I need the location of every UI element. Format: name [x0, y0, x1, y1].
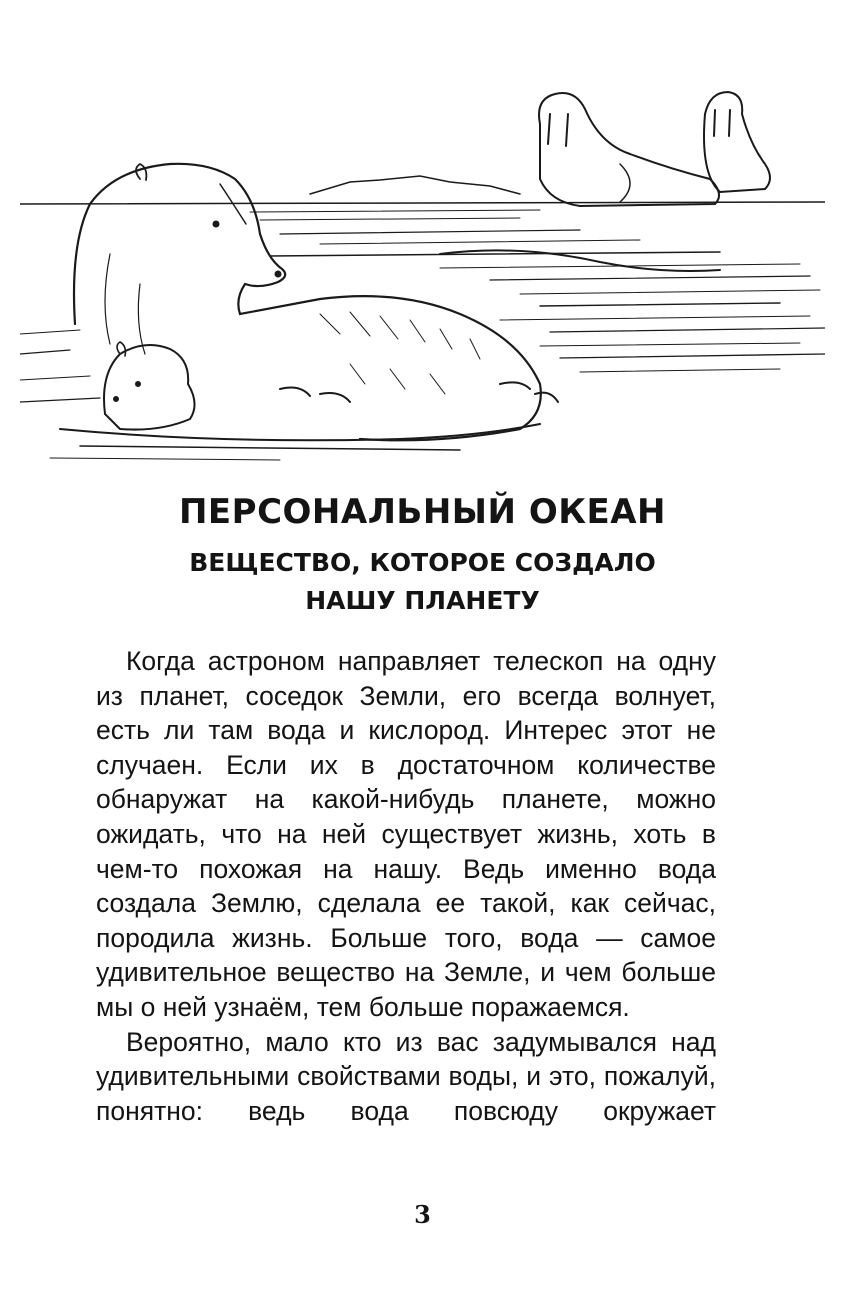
- body-text: [96, 644, 716, 1128]
- subtitle-line-2: НАШУ ПЛАНЕТУ: [305, 586, 540, 615]
- ink-drawing: [20, 84, 825, 464]
- polar-bear-illustration: [20, 84, 825, 464]
- paragraph-2: Вероятно, мало кто из вас задумывался над удивительными свойствами воды, и это, пожалуй, понятно: ведь вода повсюду окружает: [96, 1026, 716, 1126]
- chapter-subtitle: [60, 544, 785, 620]
- subtitle-line-1: ВЕЩЕСТВО, КОТОРОЕ СОЗДАЛО: [189, 548, 656, 577]
- paragraph-1: Когда астроном направляет телескоп на одну из планет, соседок Земли, его всегда волнует, есть ли там вода и кислород. Интерес этот не случаен. Если их в достаточном количестве обнаружат на какой-нибудь планете, можно ожидать, что на ней существует жизнь, хоть в чем-то похожая на нашу. Ведь именно вода создала Землю, сделала ее такой, как сейчас, породила жизнь. Больше того, вода — самое удивительное вещество на Земле, и чем больше мы о ней узнаём, тем больше поражаемся.: [96, 646, 716, 1022]
- page-number: 3: [414, 1200, 431, 1229]
- chapter-title: ПЕРСОНАЛЬНЫЙ ОКЕАН: [178, 492, 667, 532]
